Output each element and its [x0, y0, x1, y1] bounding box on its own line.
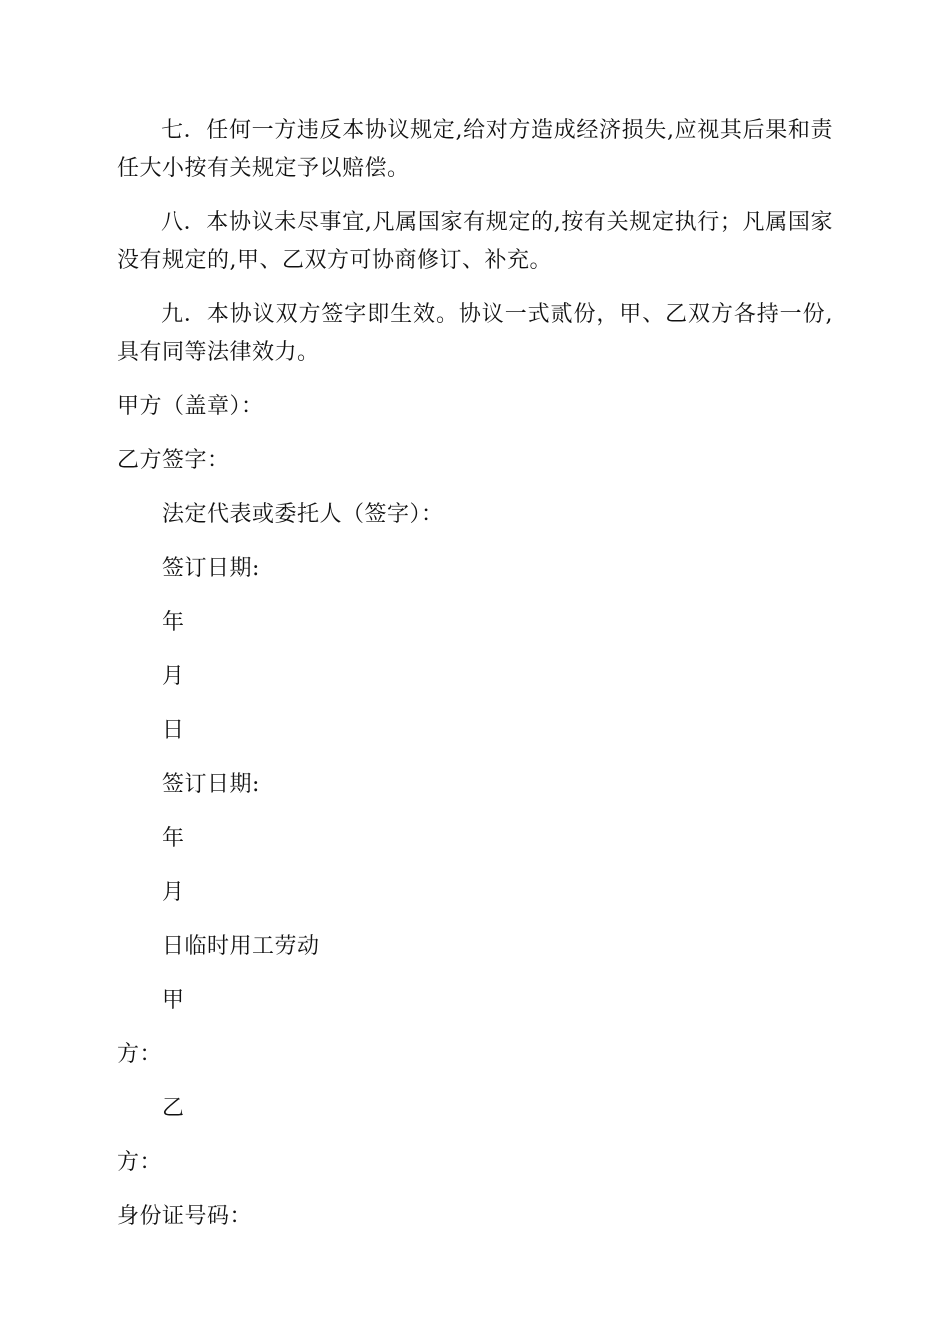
representative-sign-label: 法定代表或委托人（签字）： [162, 502, 444, 527]
sign-date-label-2: 签订日期: [162, 772, 260, 797]
party-a-fang: 方： [117, 1042, 163, 1067]
day-label-2-and-next-title: 日临时用工劳动 [162, 934, 320, 959]
year-label-1: 年 [162, 610, 185, 635]
month-label-1: 月 [162, 664, 185, 689]
party-b-char: 乙 [162, 1096, 185, 1121]
year-label-2: 年 [162, 826, 185, 851]
party-a-char: 甲 [162, 988, 185, 1013]
clause-8: 八．本协议未尽事宜,凡属国家有规定的,按有关规定执行；凡属国家没有规定的,甲、乙双方可协商修订、补充。 [117, 210, 833, 273]
party-a-seal-label: 甲方（盖章）： [117, 394, 264, 419]
sign-date-label-1: 签订日期: [162, 556, 260, 581]
day-label-1: 日 [162, 718, 185, 743]
month-label-2: 月 [162, 880, 185, 905]
clause-7: 七．任何一方违反本协议规定,给对方造成经济损失,应视其后果和责任大小按有关规定予以赔偿。 [117, 118, 833, 181]
party-b-fang: 方： [117, 1150, 163, 1175]
clause-9: 九．本协议双方签字即生效。协议一式贰份，甲、乙双方各持一份,具有同等法律效力。 [117, 302, 833, 365]
id-number-label: 身份证号码： [117, 1204, 253, 1229]
party-b-sign-label: 乙方签字： [117, 448, 230, 473]
